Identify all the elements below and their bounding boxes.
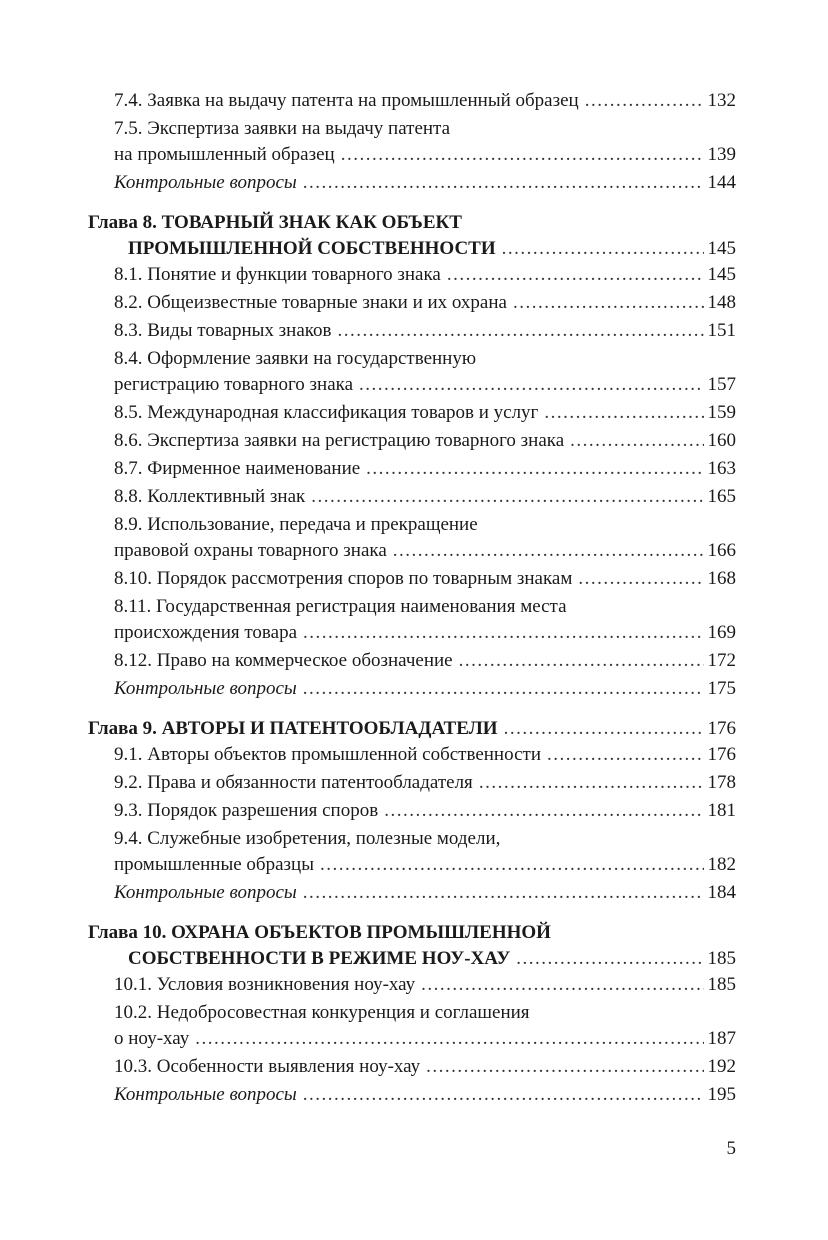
leader-dots [513,290,704,316]
chapter-title: Глава 8. ТОВАРНЫЙ ЗНАК КАК ОБЪЕКТ [88,212,462,233]
chapter-title-cont: СОБСТВЕННОСТИ В РЕЖИМЕ НОУ-ХАУ [128,948,511,969]
leader-dots [585,88,704,114]
toc-page-number: 195 [707,1084,736,1105]
toc-entry-title: 8.1. Понятие и функции товарного знака [114,264,441,285]
table-of-contents [88,88,736,1110]
leader-dots [426,1054,703,1080]
toc-entry-title-cont: на промышленный образец [114,144,335,165]
toc-entry-title: 9.4. Служебные изобретения, полезные модели, [114,828,501,849]
toc-entry-9-3 [88,798,736,824]
toc-page-number: 168 [707,568,736,589]
toc-entry-8-4 [88,346,736,398]
toc-entry-9-1 [88,742,736,768]
leader-dots [366,456,703,482]
toc-entry-10-1 [88,972,736,998]
leader-dots [447,262,704,288]
chapter-title-cont: ПРОМЫШЛЕННОЙ СОБСТВЕННОСТИ [128,238,496,259]
toc-entry-questions-7 [88,170,736,196]
toc-page-number: 172 [707,650,736,671]
toc-page-number: 132 [707,90,736,111]
toc-page-number: 148 [707,292,736,313]
leader-dots [303,170,704,196]
toc-entry-10-3 [88,1054,736,1080]
toc-entry-7-5 [88,116,736,168]
toc-page-number: 139 [707,144,736,165]
toc-page-number: 165 [707,486,736,507]
toc-entry-title: 9.2. Права и обязанности патентообладателя [114,772,473,793]
toc-page-number: 159 [707,402,736,423]
leader-dots [578,566,703,592]
toc-page-number: 145 [707,238,736,259]
toc-entry-9-4 [88,826,736,878]
toc-entry-8-1 [88,262,736,288]
toc-entry-title: 8.8. Коллективный знак [114,486,306,507]
toc-page-number: 144 [707,172,736,193]
toc-entry-title: 7.4. Заявка на выдачу патента на промышленный образец [114,90,579,111]
toc-entry-8-10 [88,566,736,592]
toc-entry-title: 9.1. Авторы объектов промышленной собственности [114,744,541,765]
toc-entry-title: 8.10. Порядок рассмотрения споров по товарным знакам [114,568,573,589]
page-number: 5 [726,1138,736,1159]
toc-entry-8-5 [88,400,736,426]
toc-entry-questions-9 [88,880,736,906]
leader-dots [459,648,704,674]
leader-dots [544,400,703,426]
chapter-title: Глава 9. АВТОРЫ И ПАТЕНТООБЛАДАТЕЛИ [88,718,498,739]
toc-entry-title-cont: происхождения товара [114,622,298,643]
toc-entry-title: Контрольные вопросы [114,678,297,699]
toc-page-number: 185 [707,974,736,995]
leader-dots [311,484,703,510]
toc-entry-title-cont: промышленные образцы [114,854,314,875]
leader-dots [195,1026,703,1052]
toc-entry-title: 8.5. Международная классификация товаров и услуг [114,402,539,423]
toc-entry-8-8 [88,484,736,510]
leader-dots [504,716,704,742]
toc-entry-8-7 [88,456,736,482]
toc-entry-title: 10.2. Недобросовестная конкуренция и соглашения [114,1002,530,1023]
toc-entry-8-12 [88,648,736,674]
leader-dots [303,880,704,906]
toc-entry-title: Контрольные вопросы [114,882,297,903]
toc-entry-title: 8.11. Государственная регистрация наименования места [114,596,567,617]
leader-dots [359,372,703,398]
toc-chapter-9 [88,716,736,742]
toc-entry-title: 8.7. Фирменное наименование [114,458,361,479]
toc-page-number: 187 [707,1028,736,1049]
leader-dots [547,742,704,768]
toc-page-number: 169 [707,622,736,643]
toc-entry-title-cont: регистрацию товарного знака [114,374,354,395]
toc-page-number: 160 [707,430,736,451]
toc-page-number: 184 [707,882,736,903]
toc-entry-title: Контрольные вопросы [114,172,297,193]
toc-entry-title: 7.5. Экспертиза заявки на выдачу патента [114,118,451,139]
toc-entry-title: 8.4. Оформление заявки на государственную [114,348,477,369]
toc-page-number: 163 [707,458,736,479]
toc-page-number: 175 [707,678,736,699]
toc-entry-10-2 [88,1000,736,1052]
leader-dots [303,620,703,646]
toc-page-number: 151 [707,320,736,341]
toc-entry-title: 8.12. Право на коммерческое обозначение [114,650,453,671]
toc-entry-questions-8 [88,676,736,702]
toc-entry-title: 9.3. Порядок разрешения споров [114,800,379,821]
toc-entry-title: 10.3. Особенности выявления ноу-хау [114,1056,421,1077]
leader-dots [303,1082,704,1108]
toc-entry-questions-10 [88,1082,736,1108]
toc-entry-7-4 [88,88,736,114]
leader-dots [516,946,703,972]
toc-page-number: 145 [707,264,736,285]
leader-dots [393,538,704,564]
toc-entry-8-11 [88,594,736,646]
toc-entry-title: 8.9. Использование, передача и прекращение [114,514,478,535]
toc-page-number: 185 [707,948,736,969]
leader-dots [384,798,703,824]
leader-dots [502,236,704,262]
toc-page-number: 181 [707,800,736,821]
toc-entry-8-2 [88,290,736,316]
toc-entry-title-cont: правовой охраны товарного знака [114,540,387,561]
toc-page-number: 192 [707,1056,736,1077]
toc-page-number: 182 [707,854,736,875]
toc-entry-9-2 [88,770,736,796]
toc-page-number: 176 [707,718,736,739]
toc-entry-title: 10.1. Условия возникновения ноу-хау [114,974,416,995]
leader-dots [320,852,704,878]
toc-page-number: 178 [707,772,736,793]
leader-dots [338,318,704,344]
leader-dots [421,972,703,998]
toc-chapter-8 [88,210,736,262]
toc-page-number: 166 [707,540,736,561]
leader-dots [341,142,704,168]
toc-entry-title: Контрольные вопросы [114,1084,297,1105]
toc-entry-title: 8.6. Экспертиза заявки на регистрацию товарного знака [114,430,565,451]
chapter-title: Глава 10. ОХРАНА ОБЪЕКТОВ ПРОМЫШЛЕННОЙ [88,922,551,943]
toc-page-number: 157 [707,374,736,395]
leader-dots [570,428,703,454]
toc-page-number: 176 [707,744,736,765]
leader-dots [303,676,704,702]
leader-dots [479,770,704,796]
toc-entry-8-9 [88,512,736,564]
toc-entry-title-cont: о ноу-хау [114,1028,190,1049]
toc-entry-8-3 [88,318,736,344]
toc-entry-title: 8.2. Общеизвестные товарные знаки и их охрана [114,292,507,313]
toc-entry-title: 8.3. Виды товарных знаков [114,320,332,341]
toc-chapter-10 [88,920,736,972]
toc-entry-8-6 [88,428,736,454]
